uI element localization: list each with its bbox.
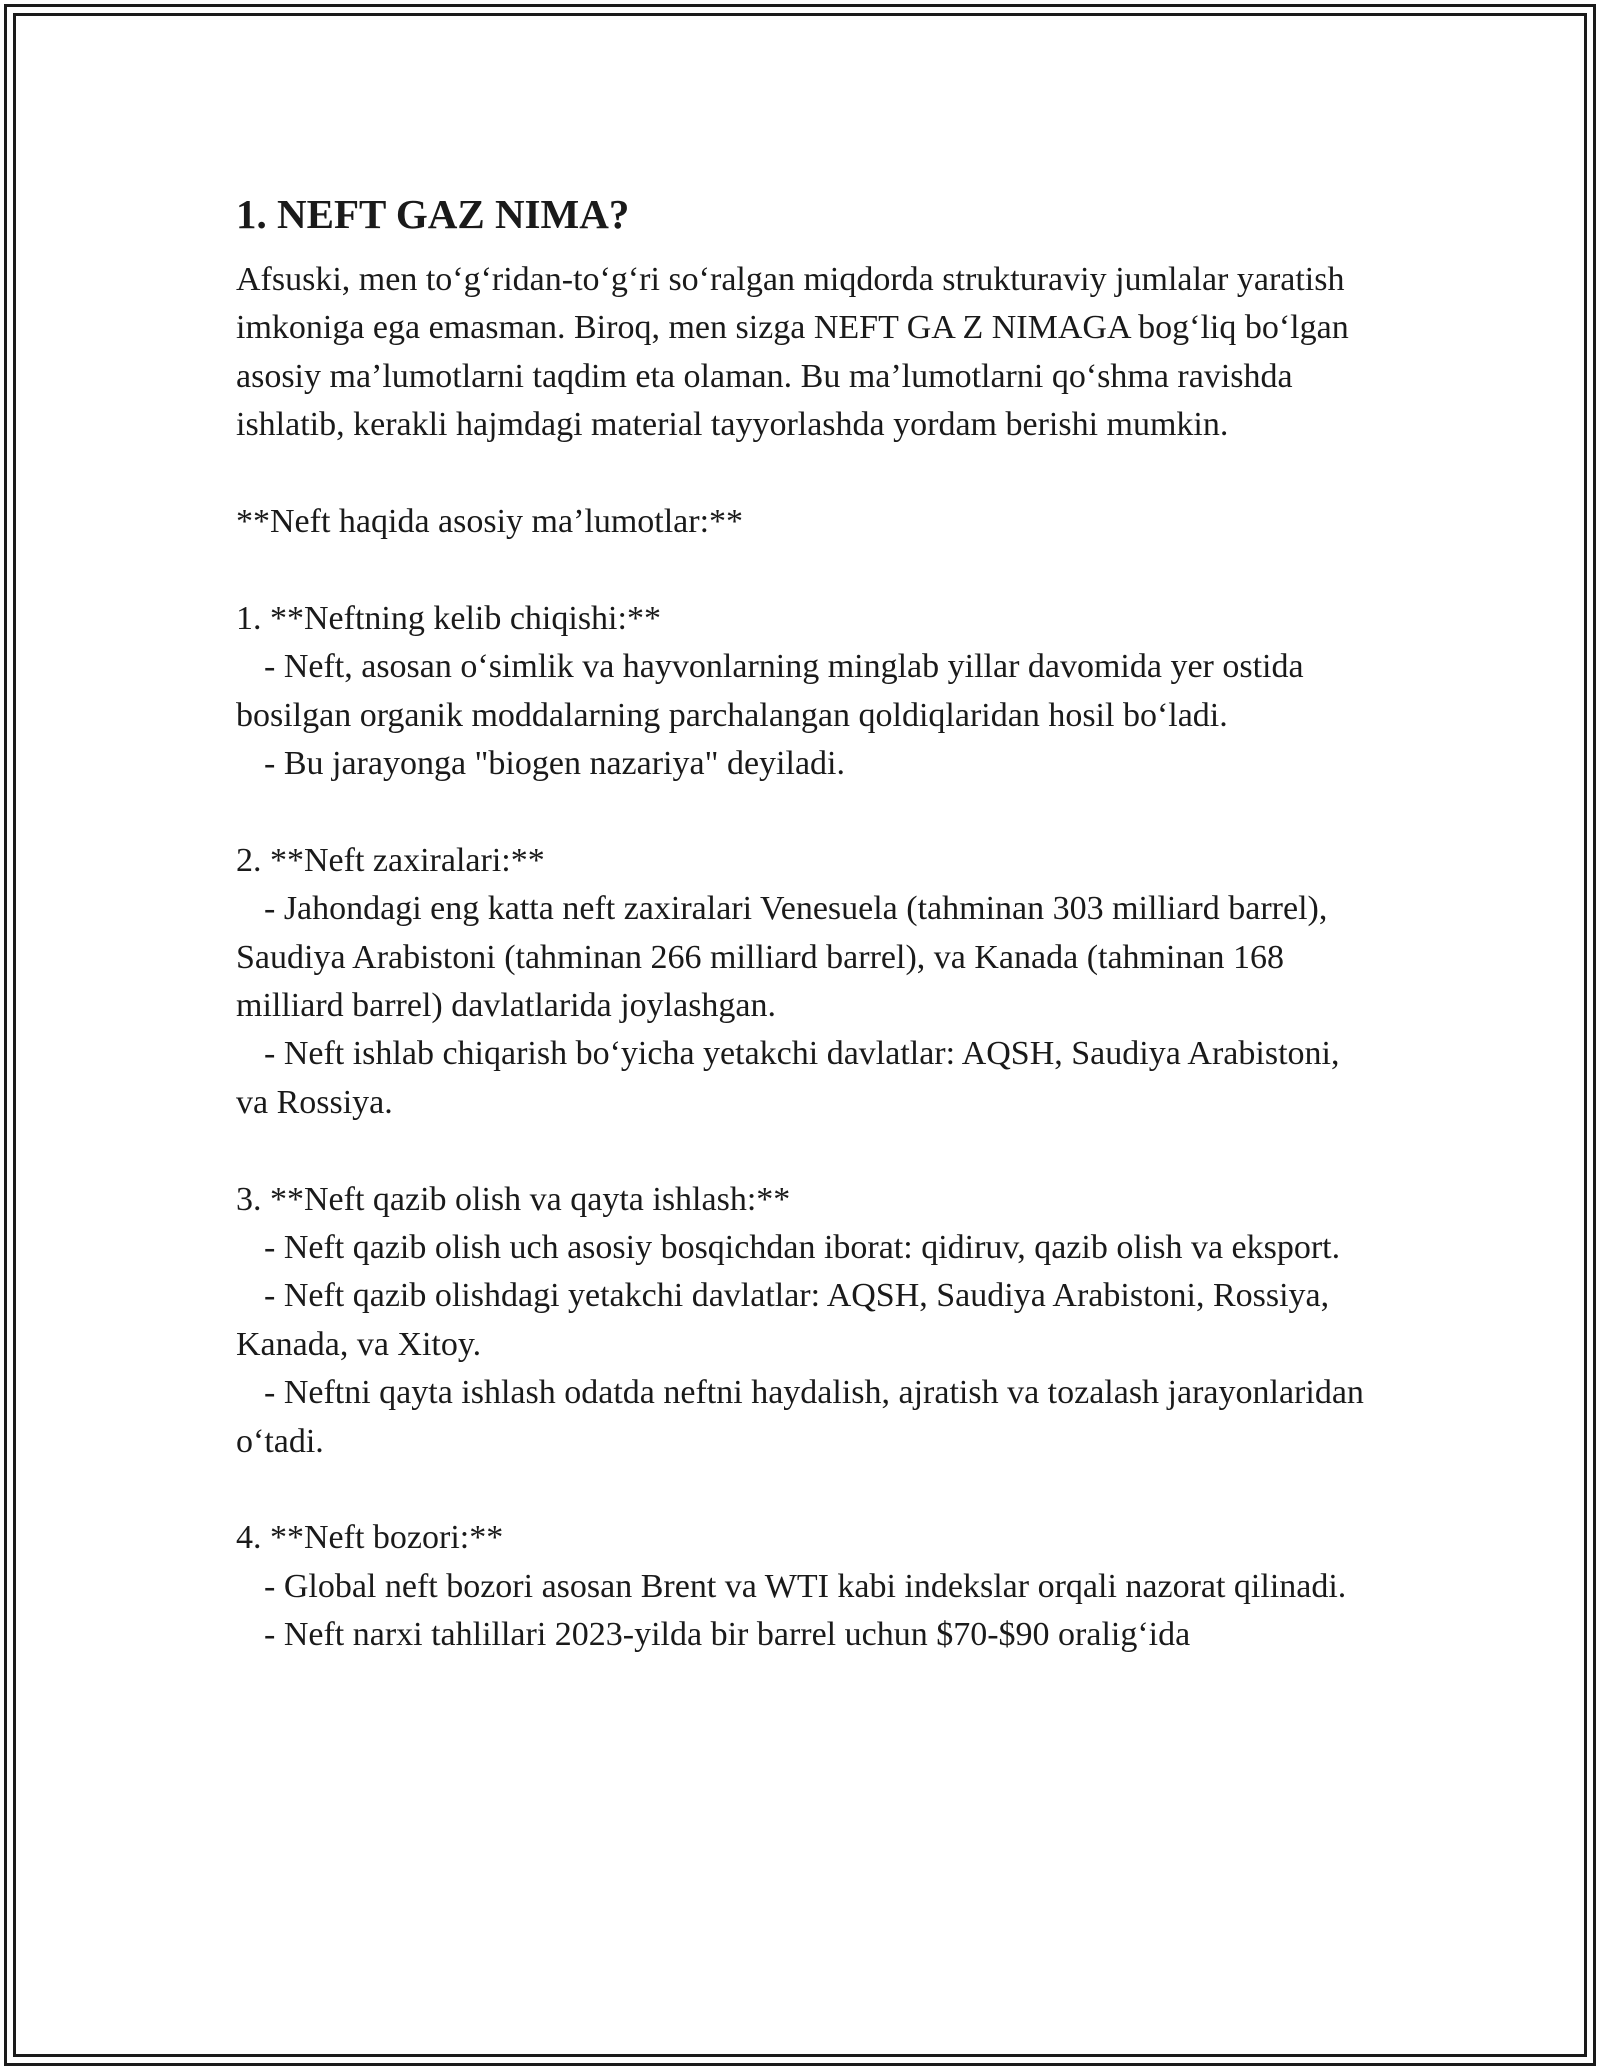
document-heading: 1. NEFT GAZ NIMA?: [236, 191, 630, 237]
section-title: 1. **Neftning kelib chiqishi:**: [236, 599, 661, 637]
subheading-paragraph: **Neft haqida asosiy ma’lumotlar:**: [236, 503, 744, 541]
section-item: [236, 1224, 1366, 1272]
section-item-text: - Jahondagi eng katta neft zaxiralari Venesuela (tahminan 303 milliard barrel), Saudiya Arabistoni (tahminan 266 milliard barrel), va Kanada (tahminan 168 milliard barrel) davlatlarida joylashgan.: [236, 890, 1336, 1025]
section-market: [236, 1514, 1366, 1659]
section-title: 2. **Neft zaxiralari:**: [236, 841, 545, 879]
section-title: 3. **Neft qazib olish va qayta ishlash:**: [236, 1180, 791, 1218]
section-item-text: - Neft ishlab chiqarish bo‘yicha yetakchi davlatlar: AQSH, Saudiya Arabistoni, va Rossiya.: [236, 1035, 1348, 1121]
paragraph-gap: [236, 1466, 1366, 1514]
section-item-text: - Bu jarayonga "biogen nazariya" deyiladi.: [264, 745, 845, 783]
paragraph-gap: [236, 1127, 1366, 1175]
section-item-text: - Global neft bozori asosan Brent va WTI kabi indekslar orqali nazorat qilinadi.: [264, 1567, 1347, 1605]
section-origin: [236, 595, 1366, 789]
section-extraction: [236, 1176, 1373, 1466]
section-title: 4. **Neft bozori:**: [236, 1519, 504, 1557]
section-item: [236, 1030, 1366, 1127]
section-item: [236, 885, 1366, 1030]
section-reserves: [236, 837, 1366, 1127]
section-item-text: - Neft narxi tahlillari 2023-yilda bir barrel uchun $70-$90 oralig‘ida: [264, 1616, 1191, 1654]
section-item-text: - Neft qazib olishdagi yetakchi davlatlar: AQSH, Saudiya Arabistoni, Rossiya, Kanada, va Xitoy.: [236, 1277, 1338, 1363]
section-item: [236, 1611, 1366, 1659]
section-item-text: - Neftni qayta ishlash odatda neftni haydalish, ajratish va tozalash jarayonlaridan o‘tadi.: [236, 1374, 1373, 1460]
intro-paragraph: Afsuski, men to‘g‘ridan-to‘g‘ri so‘ralgan miqdorda strukturaviy jumlalar yaratish imkoniga ega emasman. Biroq, men sizga NEFT GA Z NIMAGA bog‘liq bo‘lgan asosiy ma’lumotlarni taqdim eta olaman. Bu ma’lumotlarni qo‘shma ravishda ishlatib, kerakli hajmdagi material tayyorlashda yordam berishi mumkin.: [236, 261, 1358, 444]
document-body: [236, 182, 1373, 1660]
section-item: [236, 1563, 1366, 1611]
section-item-text: - Neft, asosan o‘simlik va hayvonlarning minglab yillar davomida yer ostida bosilgan organik moddalarning parchalangan qoldiqlaridan hosil bo‘ladi.: [236, 648, 1313, 734]
section-item: [236, 643, 1366, 740]
section-item-text: - Neft qazib olish uch asosiy bosqichdan iborat: qidiruv, qazib olish va eksport.: [264, 1229, 1341, 1267]
section-item: [236, 1272, 1366, 1369]
paragraph-gap: [236, 788, 1366, 836]
section-item: [236, 740, 1366, 788]
paragraph-gap: [236, 450, 1366, 498]
section-item: [236, 1369, 1373, 1466]
paragraph-gap: [236, 546, 1366, 594]
